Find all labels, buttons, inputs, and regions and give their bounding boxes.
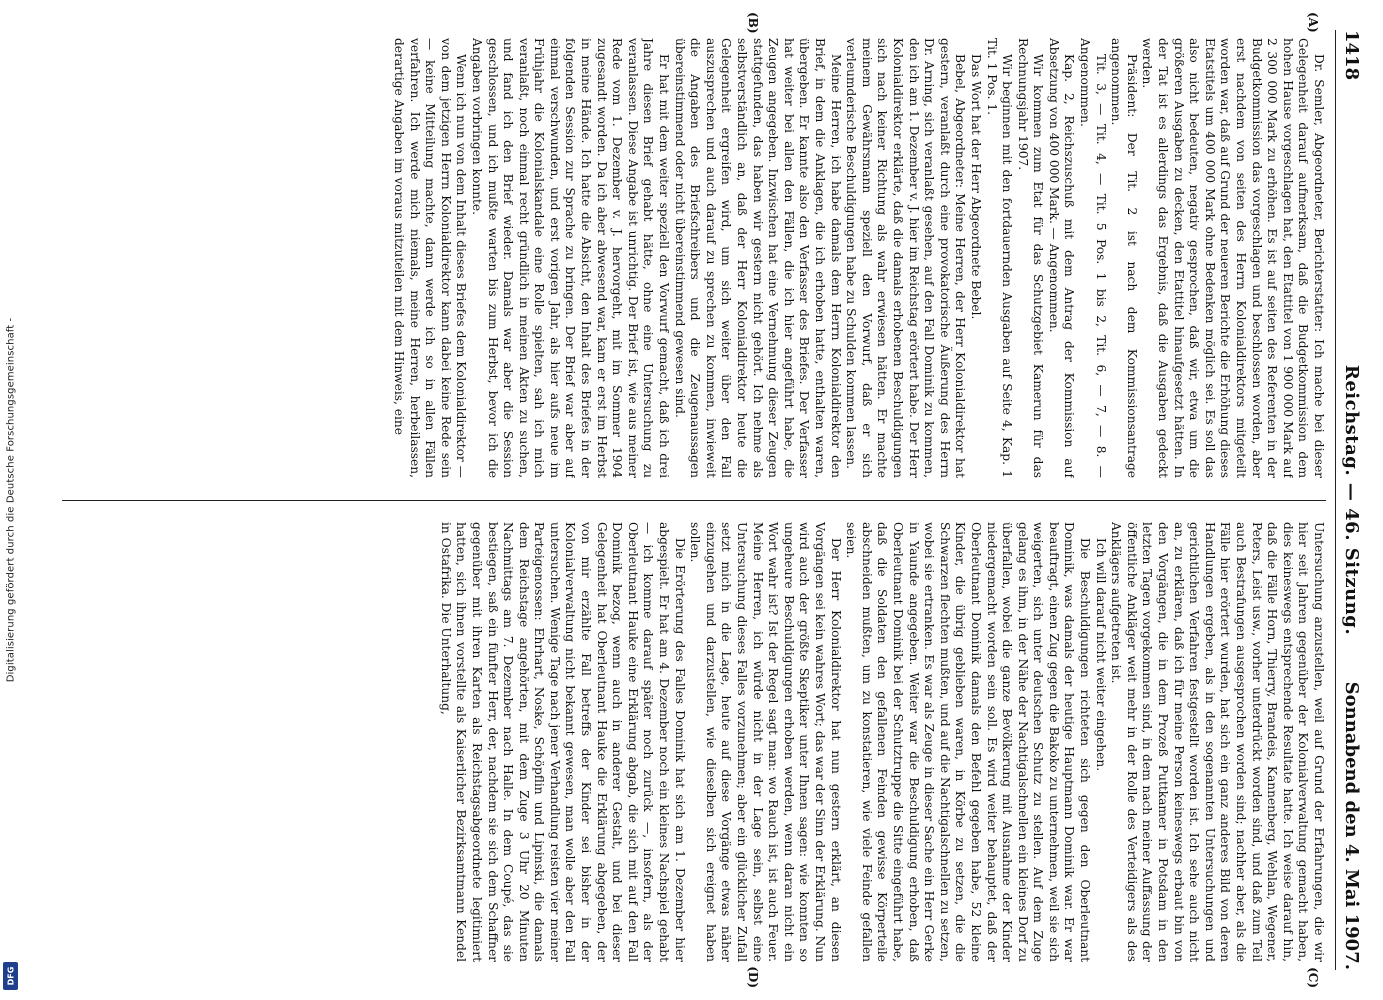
dfg-logo-label: DFG — [6, 966, 15, 986]
column-divider — [62, 500, 1326, 501]
page-title: Reichstag. — 46. Sitzung. — [1340, 364, 1362, 636]
paragraph: Die Erörterung des Falles Dominik hat sich am 1. Dezember hier abgespielt. Er hat am 4. Dezember noch ein kleines Nachspiel gehabt — ich komme darauf später noch zurück —, insofern, als der Oberleutnant Hauke eine Erklärung abgab, die sich mit auf den Fall Dominik bezog, wenn auch in anderer Gestalt, und bei dieser Gelegenheit hat Oberleutnant Hauke die Erklärung abgegeben, der von mir erzählte Fall betreffs der Kinder sei bisher in der Kolonialverwaltung nicht bekannt gewesen, man wolle aber den Fall untersuchen. Wenige Tage nach jener Verhandlung reisten vier meiner Parteigenossen: Ehrhart, Noske, Schöpflin und Lipinski, die damals dem Reichstage angehörten, mit dem Zuge 3 Uhr 20 Minuten Nachmittags am 7. Dezember nach Halle. In dem Coupé, das sie bestiegen, saß ein fünfter Herr, der, nachdem sie sich dem Schaffner gegenüber mit ihren Karten als Reichstagsabgeordnete legitimiert hatten, sich ihnen vorstellte als Kaiserlicher Bezirksamtmann Kendel in Ostafrika. Die Unterhaltung, — [438, 522, 687, 962]
margin-marker-d: (D) — [745, 966, 760, 988]
digitization-notice: Digitalisierung gefördert durch die Deutsche Forschungsgemeinschaft - — [5, 317, 17, 683]
margin-marker-c: (C) — [1305, 967, 1320, 988]
paragraph: Meine Herren, ich habe damals dem Herrn Kolonialdirektor den Brief, in dem die Anklagen, die ich erhoben hatte, enthalten waren, übergeben. Er kannte also den Verfasser des Briefes. Der Verfasser hat weiter bei allen den Fällen, die ich hier angeführt habe, die Zeugen angegeben. Inzwischen hat eine Vernehmung dieser Zeugen stattgefunden, das haben wir gestern nicht gehört. Ich nehme als selbstverständlich an, daß der Herr Kolonialdirektor heute die Gelegenheit ergreifen wird, um sich weiter über den Fall auszusprechen und auch darauf zu sprechen zu kommen, inwieweit die Angaben des Briefschreibers und die Zeugenaussagen übereinstimmend oder nicht übereinstimmend gewesen sind. — [672, 38, 843, 478]
left-column — [62, 38, 1326, 478]
margin-marker-b: (B) — [745, 12, 760, 34]
scanned-page-area — [30, 0, 1383, 1000]
paragraph: Wenn ich nun von dem Inhalt dieses Briefes dem Kolonialdirektor — von dem jetzigen Herrn Kolonialdirektor kann dabei keine Rede sein — keine Mitteilung machte, dann werde ich so in allen Fällen verfahren. Ich werde mich niemals, meine Herren, herbeilassen, derartige Angaben im voraus mitzuteilen mit dem Hinweis, eine — [391, 38, 468, 478]
paragraph: Untersuchung anzustellen, weil auf Grund der Erfahrungen, die wir hier seit Jahren gegenüber der Kolonialverwaltung gemacht haben, dies keineswegs entsprechende Resultate hatte. Ich weise darauf hin, daß die Fälle Horn, Thierry, Brandeis, Kannenberg, Wehlan, Wegener, Peters, Leist usw., vorher unterdrückt worden sind, und daß zum Teil auch Bestrafungen ausgesprochen worden sind; nachher aber, als die Fälle hier erörtert wurden, hat sich ein ganz anderes Bild von deren Handlungen ergeben, als in den sogenannten Untersuchungen und gerichtlichen Verfahren festgestellt worden ist. Ich sehe auch nicht an, zu erklären, daß ich für meine Person keineswegs erbaut bin von den Vorgängen, die in dem Prozeß Puttkamer in Potsdam in den letzten Tagen vorgekommen sind, in dem nach meiner Auffassung der öffentliche Ankläger weit mehr in der Rolle des Verteidigers als des Anklägers aufgetreten ist. — [1108, 522, 1326, 962]
page-number: 1418 — [1340, 30, 1362, 81]
right-column — [62, 522, 1326, 962]
page-header — [1335, 30, 1364, 970]
page-date: Sonnabend den 4. Mai 1907. — [1340, 681, 1362, 970]
paragraph: Ich will darauf nicht weiter eingehen. — [1093, 538, 1108, 772]
paragraph: Dr. Semler, Abgeordneter, Berichterstatter: Ich mache bei dieser Gelegenheit darauf aufmerksam, daß die Budgetkommission dem hohen Hause vorgeschlagen hat, den Etattitel von 1 900 000 Mark auf 2 300 000 Mark zu erhöhen. Es ist auf seiten des Referenten in der Budgetkommission das vorgeschlagen und beschlossen worden, aber erst nachdem von seiten des Herrn Kolonialdirektors mitgeteilt worden war, daß auf Grund der neueren Berichte die Erhöhung dieses Etatstitels um 400 000 Mark ohne Bedenken möglich sei. Es soll das also nicht bedeuten, negativ gesprochen, daß wir, etwa um die größeren Ausgaben zu decken, den Etattitel hinaufgesetzt hätten. In der Tat ist es allerdings das Ergebnis, daß die Ausgaben gedeckt werden. — [1139, 38, 1326, 478]
paragraph: Die Beschuldigungen richteten sich gegen den Oberleutnant Dominik, was damals der heutige Hauptmann Dominik war. Er war beauftragt, einen Zug gegen die Bakoko zu unternehmen, weil sie sich weigerten, sich unter deutschen Schutz zu stellen. Auf dem Zuge gelang es ihm, in der Nähe der Nachtigalschnellen ein kleines Dorf zu überfallen, wobei die ganze Bevölkerung mit Ausnahme der Kinder niedergemacht worden sein soll. Es wird weiter behauptet, daß der Oberleutnant Dominik damals den Befehl gegeben habe, 52 kleine Kinder, die übrig geblieben waren, in Körbe zu setzen, die die Schwarzen flechten mußten, und auf die Nachtigalschnellen zu setzen, wobei sie ertranken. Es war als Zeuge in dieser Sache ein Herr Gerke in Yaunde angegeben. Weiter war die Beschuldigung erhoben, daß Oberleutnant Dominik bei der Schutztruppe die Sitte eingeführt habe, daß die Soldaten den gefallenen Feinden gewisse Körperteile abschneiden mußten, um zu konstatieren, wie viele Feinde gefallen seien. — [843, 522, 1092, 962]
digitization-strip — [0, 0, 22, 1000]
paragraph: Das Wort hat der Herr Abgeordnete Bebel. — [968, 54, 983, 320]
paragraph: Der Herr Kolonialdirektor hat nun gestern erklärt, an diesen Vorgängen sei kein wahres Wort; das war der Sinn der Erklärung. Nun wird auch der größte Skeptiker unter Ihnen sagen: wie konnten so ungeheure Beschuldigungen erhoben werden, wenn daran nicht ein Wort wahr ist? Ist der Regel sagt man: wo Rauch ist, ist auch Feuer. Meine Herren, ich würde nicht in der Lage sein, selbst eine Untersuchung dieses Falles vorzunehmen; aber ein glücklicher Zufall setzt mich in die Lage, heute auf diese Vorgänge etwas näher einzugehen und darzustellen, wie dieselben sich ereignet haben sollen. — [687, 522, 843, 962]
paragraph: Tit. 3, — Tit. 4, — Tit. 5 Pos. 1 bis 2, Tit. 6, — 7, — 8. — Angenommen. — [1077, 38, 1108, 478]
paragraph: Er hat mit dem weiter speziell den Vorwurf gemacht, daß ich drei Jahre diesen Brief gehabt hätte, ohne eine Untersuchung zu veranlassen. Diese Angabe ist unrichtig. Der Brief ist, wie aus meiner Rede vom 1. Dezember v. J. hervorgeht, mit im Sommer 1904 zugesandt worden. Da ich aber abwesend war, kam er erst im Herbst in meine Hände. Ich hatte die Absicht, den Inhalt des Briefes in der folgenden Session zur Sprache zu bringen. Der Brief war aber auf einmal verschwunden, und erst vorigen Jahr, als hier aufs neue im Frühjahr die Kolonialskandale eine Rolle spielten, sah ich mich veranlaßt, noch einmal recht gründlich in meinen Akten zu suchen, und fand ich den Brief wieder. Damals war aber die Session geschlossen, und ich mußte warten bis zum Herbst, bevor ich die Angaben vorbringen konnte. — [469, 38, 671, 478]
newspaper-page — [42, 10, 1372, 990]
paragraph: Kap. 2, Reichszuschuß mit dem Antrag der Kommission auf Absetzung von 400 000 Mark. — Angenommen. — [1046, 38, 1076, 478]
paragraph: Bebel, Abgeordneter: Meine Herren, der Herr Kolonialdirektor hat gestern, veranlaßt durch eine provokatorische Äußerung des Herrn Dr. Arning, sich veranlaßt gesehen, auf den Fall Dominik zu kommen, den ich am 1. Dezember v. J. hier im Reichstag erörtert habe. Der Herr Kolonialdirektor erklärte, daß die damals erhobenen Beschuldigungen sich nach keiner Richtung als wahr erwiesen hätten. Er machte meinem Gewährsmann speziell den Vorwurf, daß er sich verleumderische Beschuldigungen habe zu Schulden kommen lassen. — [843, 38, 967, 478]
paragraph: Wir kommen zum Etat für das Schutzgebiet Kamerun für das Rechnungsjahr 1907. — [1015, 38, 1045, 478]
paragraph: Wir beginnen mit den fortdauernden Ausgaben auf Seite 4, Kap. 1 Tit. 1 Pos. 1. — [984, 38, 1014, 478]
margin-marker-a: (A) — [1305, 12, 1320, 33]
dfg-logo — [3, 962, 18, 990]
paragraph: Präsident: Der Tit. 2 ist nach dem Kommissionsantrage angenommen. — [1108, 38, 1139, 478]
